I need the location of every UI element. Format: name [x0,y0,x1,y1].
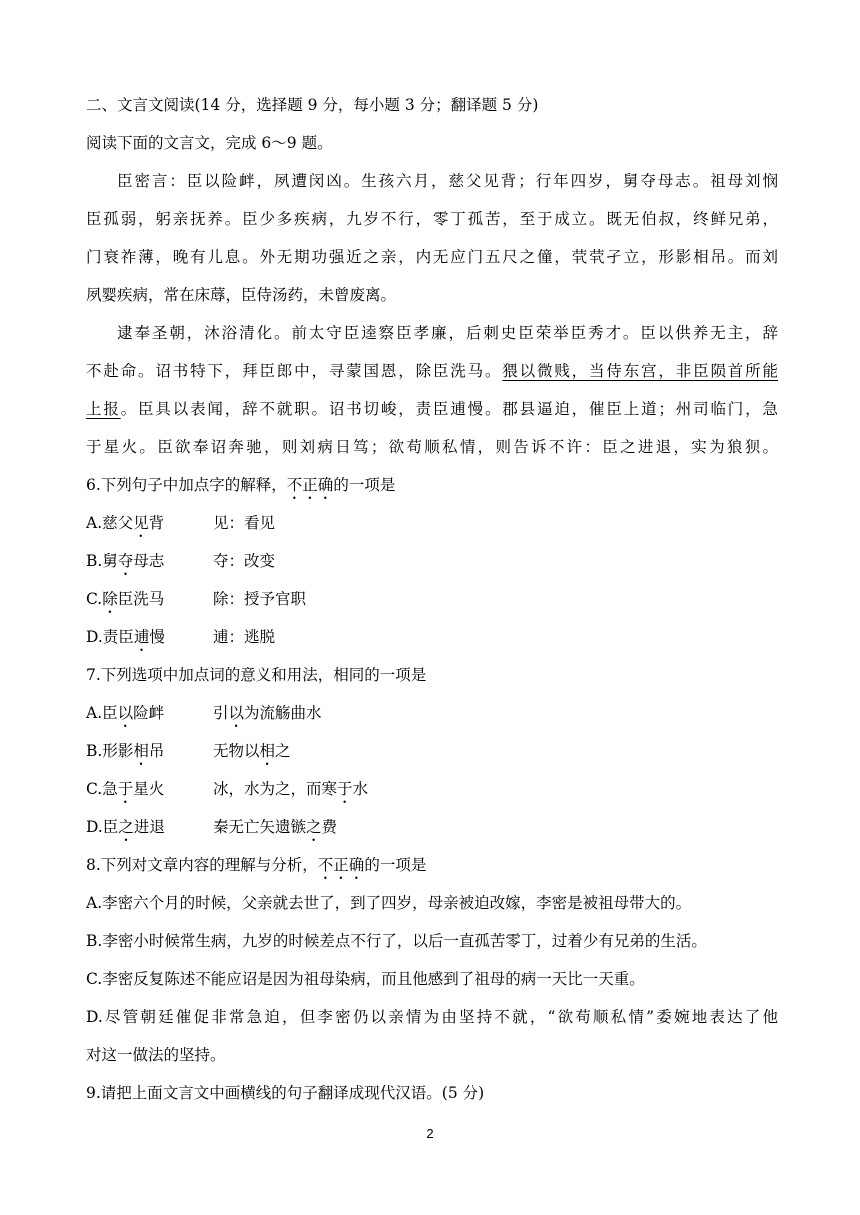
option-d: D.责臣逋慢 逋：逃脱 [86,618,778,656]
option-explanation: 夺：改变 [213,552,276,570]
option-explanation: 除：授予官职 [213,590,307,608]
document-page [86,86,778,1112]
passage-line: 门衰祚薄，晚有儿息。外无期功强近之亲，内无应门五尺之僮，茕茕孑立，形影相吊。而刘 [86,248,778,266]
option-explanation: 见：看见 [213,514,276,532]
emphasis-text: 不正确 [286,476,334,494]
option-d-continued: 对这一做法的坚持。 [86,1046,226,1064]
underlined-sentence: 猥以微贱，当侍东宫，非臣陨首所能 [502,362,778,380]
passage-text: 。臣具以表闻，辞不就职。诏书切峻，责臣逋慢。郡县逼迫，催臣上道；州司临门，急 [120,400,778,418]
option-d: D.臣之进退 秦无亡矢遗镞之费 [86,818,338,836]
passage-line: 逮奉圣朝，沐浴清化。前太守臣逵察臣孝廉，后刺史臣荣举臣秀才。臣以供养无主，辞 [117,324,778,342]
option-b: B.李密小时候常生病，九岁的时候差点不行了，以后一直孤苦零丁，过着少有兄弟的生活。 [86,932,707,950]
passage-line: 臣密言：臣以险衅，夙遭闵凶。生孩六月，慈父见背；行年四岁，舅夺母志。祖母刘悯 [117,172,778,190]
question-8 [86,846,778,1074]
passage-line: 夙婴疾病，常在床蓐，臣侍汤药，未曾废离。 [86,286,397,304]
passage-line [86,352,778,390]
option-c: C.除臣洗马 除：授予官职 [86,580,778,618]
option-b: B.形影相吊 无物以相之 [86,742,291,760]
section-title: 二、文言文阅读(14 分，选择题 9 分，每小题 3 分；翻译题 5 分) [86,96,539,114]
passage-line: 于星火。臣欲奉诏奔驰，则刘病日笃；欲苟顺私情，则告诉不许：臣之进退，实为狼狈。 [86,438,778,456]
question-7 [86,656,778,846]
option-d: D.尽管朝廷催促非常急迫，但李密仍以亲情为由坚持不就，“欲苟顺私情”委婉地表达了他 [86,1008,778,1026]
question-stem [86,466,778,504]
question-9 [86,1074,778,1112]
stem-text: 6.下列句子中加点字的解释， [86,476,287,494]
passage-line: 臣孤弱，躬亲抚养。臣少多疾病，九岁不行，零丁孤苦，至于成立。既无伯叔，终鲜兄弟， [86,210,778,228]
passage-paragraph-2 [86,314,778,466]
question-stem: 7.下列选项中加点词的意义和用法，相同的一项是 [86,666,427,684]
passage-text: 不赴命。诏书特下，拜臣郎中，寻蒙国恩，除臣洗马。 [86,362,503,380]
passage-line [86,390,778,428]
option-b: B.舅夺母志 夺：改变 [86,542,778,580]
question-6 [86,466,778,656]
question-stem: 9.请把上面文言文中画横线的句子翻译成现代汉语。(5 分) [86,1084,485,1102]
option-a: A.臣以险衅 引以为流觞曲水 [86,704,322,722]
passage-paragraph-1 [86,162,778,314]
underlined-sentence: 上报 [86,400,121,418]
question-stem: 8.下列对文章内容的理解与分析，不正确的一项是 [86,856,427,874]
option-c: C.李密反复陈述不能应诏是因为祖母染病，而且他感到了祖母的病一天比一天重。 [86,970,645,988]
option-c: C.急于星火 冰，水为之，而寒于水 [86,780,369,798]
option-a: A.慈父见背 见：看见 [86,504,778,542]
option-explanation: 逋：逃脱 [213,628,276,646]
instruction: 阅读下面的文言文，完成 6～9 题。 [86,134,333,152]
page-number: 2 [426,1126,434,1141]
option-a: A.李密六个月的时候，父亲就去世了，到了四岁，母亲被迫改嫁，李密是被祖母带大的。 [86,894,692,912]
stem-text: 的一项是 [333,476,396,494]
